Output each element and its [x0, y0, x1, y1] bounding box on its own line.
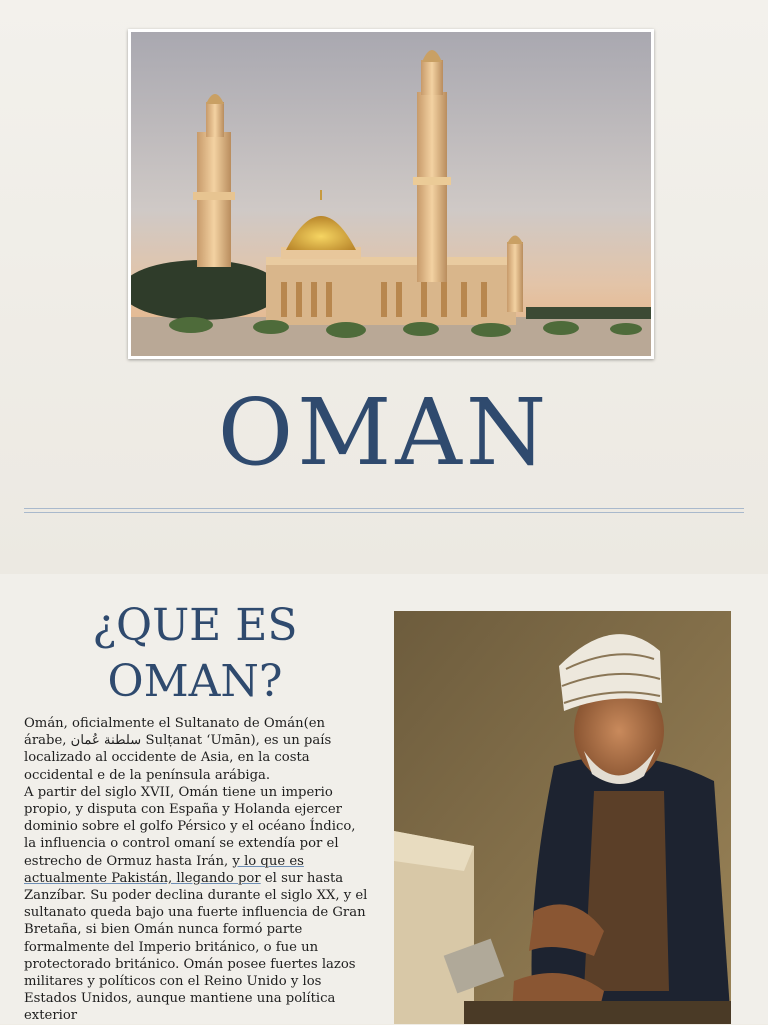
- divider-top: [24, 508, 744, 509]
- man-portrait-photo: [394, 611, 731, 1024]
- mosque-image: [131, 32, 651, 356]
- divider-bottom: [24, 512, 744, 513]
- mosque-photo: [128, 29, 654, 359]
- paragraph-2-underlined: y lo que es actualmente Pakistán, llegando por: [24, 853, 304, 886]
- portrait-image: [394, 611, 731, 1024]
- paragraph-1: Omán, oficialmente el Sultanato de Omán(en árabe, سلطنة عُمان Sulṭanat ʻUmān), es un país localizado al occidente de Asia, en la costa occidental e de la península arábiga.: [24, 716, 332, 783]
- body-text: [24, 715, 369, 1025]
- paragraph-2-part-a: A partir del siglo XVII, Omán tiene un imperio propio, y disputa con España y Holanda ejercer dominio sobre el golfo Pérsico y el océano Índico, la influencia o control omaní se extendía por el estrecho de Ormuz hasta Irán,: [24, 784, 356, 869]
- paragraph-2: [24, 784, 369, 1025]
- section-heading: ¿QUE ES OMAN?: [92, 600, 298, 707]
- page-title: OMAN: [217, 379, 551, 486]
- paragraph-2-part-b: el sur hasta Zanzíbar. Su poder declina durante el siglo XX, y el sultanato queda bajo una fuerte influencia de Gran Bretaña, si bien Omán nunca formó parte formalmente del Imperio británico, o fue un protectorado británico. Omán posee fuertes lazos militares y políticos con el Reino Unido y los Estados Unidos, aunque mantiene una política exterior: [24, 870, 368, 1024]
